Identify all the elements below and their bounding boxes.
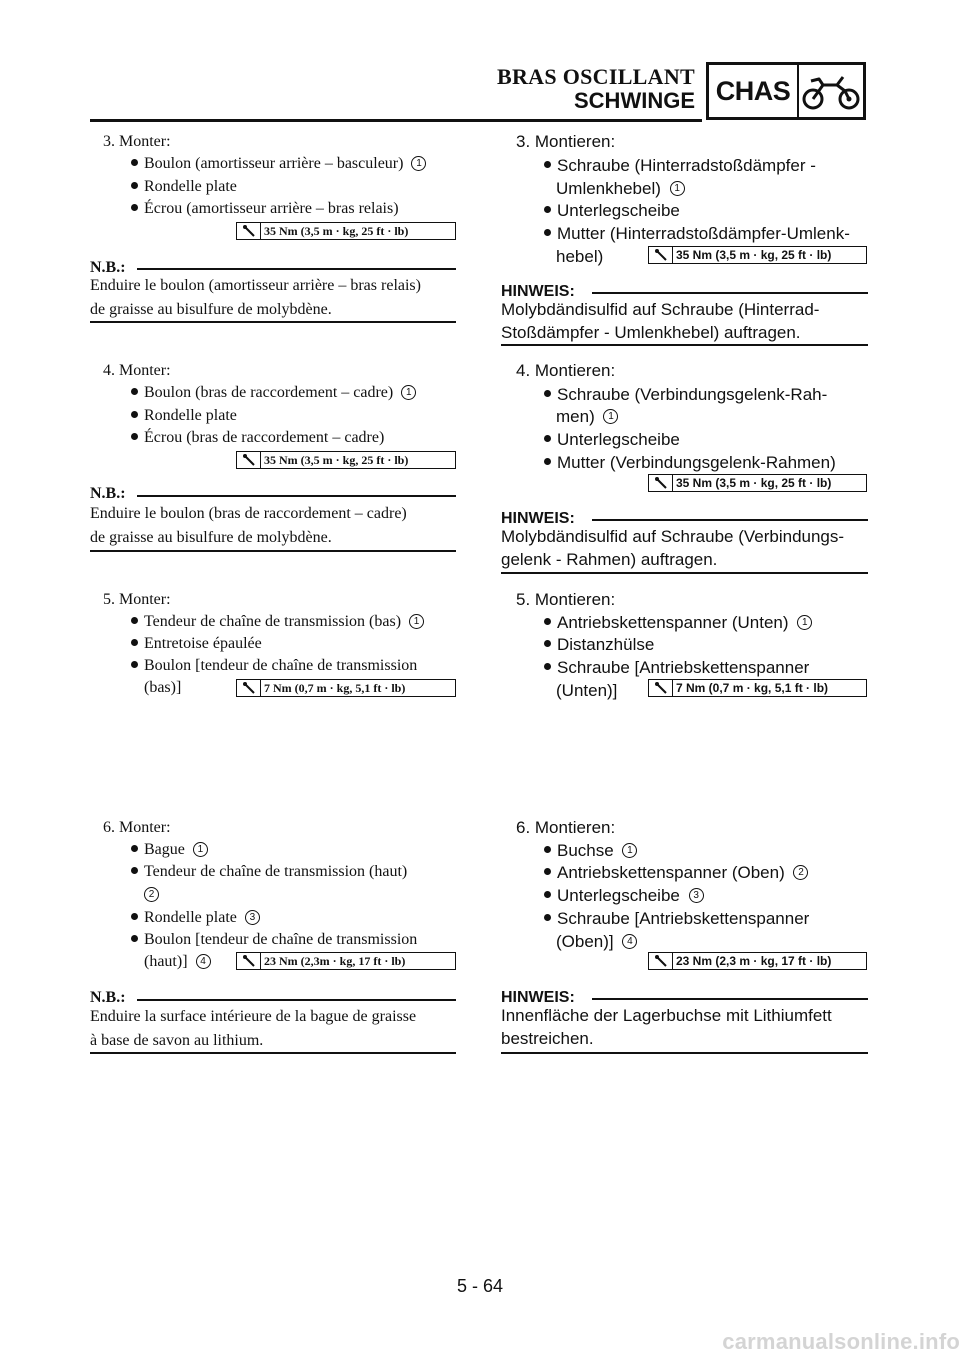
callout-number: 3 — [245, 910, 260, 925]
callout-number: 1 — [622, 843, 637, 858]
note-text: Molybdändisulfid auf Schraube (Hinterrad- Stoßdämpfer - Umlenkhebel) auftragen. — [501, 300, 820, 342]
note-end-rule — [90, 321, 456, 323]
list-item-continued: men) 1 — [556, 405, 618, 428]
note-end-rule — [90, 550, 456, 552]
wrench-icon — [649, 247, 673, 263]
bullet-icon — [544, 618, 551, 625]
list-item: Buchse 1 — [544, 839, 637, 862]
bullet-icon — [544, 663, 551, 670]
bullet-icon — [131, 935, 138, 942]
list-item: Rondelle plate — [131, 176, 237, 198]
note-rule — [137, 268, 456, 270]
note-text: Innenfläche der Lagerbuchse mit Lithiumfett bestreichen. — [501, 1006, 832, 1048]
section-label: CHAS — [709, 65, 799, 117]
wrench-icon — [237, 452, 261, 468]
note-rule — [592, 998, 868, 1000]
callout-number: 1 — [193, 842, 208, 857]
note-heading: N.B.: — [90, 485, 126, 502]
list-item: Écrou (amortisseur arrière – bras relais) — [131, 198, 399, 220]
list-item: Boulon (bras de raccordement – cadre) 1 — [131, 382, 416, 404]
bullet-icon — [544, 868, 551, 875]
note-heading: HINWEIS: — [501, 283, 575, 300]
callout-number: 3 — [689, 888, 704, 903]
list-item: Distanzhülse — [544, 633, 654, 656]
list-item: Bague 1 — [131, 839, 208, 861]
bullet-icon — [131, 411, 138, 418]
list-item: Boulon [tendeur de chaîne de transmission — [131, 929, 457, 951]
list-item: Entretoise épaulée — [131, 633, 262, 655]
step-5-heading: 5. Monter: — [103, 591, 171, 608]
callout-number: 2 — [793, 865, 808, 880]
bullet-icon — [131, 639, 138, 646]
wrench-icon — [649, 680, 673, 696]
wrench-icon — [237, 223, 261, 239]
list-item: Boulon [tendeur de chaîne de transmission — [131, 655, 457, 677]
header-rule — [90, 119, 702, 122]
bullet-icon — [544, 458, 551, 465]
step-4-heading: 4. Montieren: — [516, 361, 616, 380]
bullet-icon — [544, 846, 551, 853]
note-end-rule — [501, 1052, 868, 1054]
list-item-continued: (bas)] — [144, 679, 182, 696]
callout-number: 1 — [401, 385, 416, 400]
note-rule — [592, 519, 868, 521]
callout-number: 1 — [411, 156, 426, 171]
bullet-icon — [131, 204, 138, 211]
step-6-heading: 6. Monter: — [103, 819, 171, 836]
wrench-icon — [237, 680, 261, 696]
callout-number: 4 — [196, 954, 211, 969]
wrench-icon — [649, 475, 673, 491]
bullet-icon — [544, 891, 551, 898]
list-item-continued: (Oben)] 4 — [556, 930, 637, 953]
bullet-icon — [131, 617, 138, 624]
note-heading: HINWEIS: — [501, 989, 575, 1006]
step-5-heading: 5. Montieren: — [516, 590, 616, 609]
callout-number: 1 — [670, 181, 685, 196]
bullet-icon — [131, 433, 138, 440]
bullet-icon — [131, 867, 138, 874]
wrench-icon — [237, 953, 261, 969]
bullet-icon — [544, 435, 551, 442]
bullet-icon — [544, 229, 551, 236]
list-item: Antriebskettenspanner (Unten) 1 — [544, 611, 812, 634]
torque-spec: 35 Nm (3,5 m · kg, 25 ft · lb) — [236, 222, 456, 240]
callout-number: 1 — [409, 614, 424, 629]
list-item: Écrou (bras de raccordement – cadre) — [131, 427, 384, 449]
wrench-icon — [649, 953, 673, 969]
note-heading: N.B.: — [90, 989, 126, 1006]
bullet-icon — [131, 159, 138, 166]
section-tab — [706, 62, 866, 120]
page-number: 5 - 64 — [456, 1276, 504, 1296]
callout-number: 1 — [603, 409, 618, 424]
torque-spec: 35 Nm (3,5 m · kg, 25 ft · lb) — [648, 474, 867, 492]
list-item: Schraube [Antriebskettenspanner — [544, 656, 809, 679]
bullet-icon — [131, 661, 138, 668]
list-item-continued: Umlenkhebel) 1 — [556, 177, 685, 200]
motorcycle-icon — [801, 69, 861, 115]
bullet-icon — [131, 182, 138, 189]
note-text: Enduire la surface intérieure de la bague de graisse à base de savon au lithium. — [90, 1008, 417, 1049]
note-rule — [137, 495, 456, 497]
section-title-de: SCHWINGE — [574, 88, 695, 113]
section-title-fr: BRAS OSCILLANT — [497, 64, 695, 89]
step-3-heading: 3. Monter: — [103, 133, 171, 150]
step-3-heading: 3. Montieren: — [516, 132, 616, 151]
bullet-icon — [544, 206, 551, 213]
list-item: Mutter (Hinterradstoßdämpfer-Umlenk- — [544, 222, 868, 245]
note-text: Enduire le boulon (bras de raccordement – cadre) de graisse au bisulfure de molybdène. — [90, 505, 407, 546]
step-6-heading: 6. Montieren: — [516, 818, 616, 837]
list-item: Antriebskettenspanner (Oben) 2 — [544, 861, 808, 884]
note-rule — [592, 292, 868, 294]
list-item-continued — [140, 884, 159, 906]
torque-spec: 23 Nm (2,3 m · kg, 17 ft · lb) — [648, 952, 867, 970]
bullet-icon — [131, 388, 138, 395]
note-rule — [137, 999, 456, 1001]
torque-spec: 35 Nm (3,5 m · kg, 25 ft · lb) — [236, 451, 456, 469]
list-item: Rondelle plate 3 — [131, 907, 260, 929]
torque-spec: 7 Nm (0,7 m · kg, 5,1 ft · lb) — [236, 679, 456, 697]
list-item: Boulon (amortisseur arrière – basculeur) 1 — [131, 153, 426, 175]
bullet-icon — [544, 161, 551, 168]
list-item: Rondelle plate — [131, 405, 237, 427]
watermark: carmanualsonline.info — [722, 1329, 960, 1354]
list-item-continued: hebel) — [556, 247, 604, 266]
list-item-continued: (Unten)] — [556, 681, 618, 700]
note-heading: N.B.: — [90, 259, 126, 276]
step-4-heading: 4. Monter: — [103, 362, 171, 379]
callout-number: 1 — [797, 615, 812, 630]
list-item: Tendeur de chaîne de transmission (bas) 1 — [131, 611, 424, 633]
list-item-continued: (haut)] 4 — [144, 951, 211, 973]
torque-spec: 23 Nm (2,3m · kg, 17 ft · lb) — [236, 952, 456, 970]
torque-spec: 7 Nm (0,7 m · kg, 5,1 ft · lb) — [648, 679, 867, 697]
note-end-rule — [90, 1052, 456, 1054]
note-text: Enduire le boulon (amortisseur arrière – bras relais) de graisse au bisulfure de molybdène. — [90, 277, 421, 318]
bullet-icon — [544, 914, 551, 921]
list-item: Schraube (Hinterradstoßdämpfer - — [544, 154, 816, 177]
note-heading: HINWEIS: — [501, 510, 575, 527]
note-text: Molybdändisulfid auf Schraube (Verbindungs- gelenk - Rahmen) auftragen. — [501, 527, 845, 569]
bullet-icon — [544, 640, 551, 647]
callout-number: 4 — [622, 934, 637, 949]
callout-number: 2 — [144, 887, 159, 902]
list-item: Unterlegscheibe 3 — [544, 884, 704, 907]
torque-spec: 35 Nm (3,5 m · kg, 25 ft · lb) — [648, 246, 867, 264]
note-end-rule — [501, 572, 868, 574]
list-item: Schraube [Antriebskettenspanner — [544, 907, 809, 930]
list-item: Schraube (Verbindungsgelenk-Rah- — [544, 383, 827, 406]
note-end-rule — [501, 344, 868, 346]
bullet-icon — [131, 913, 138, 920]
list-item: Mutter (Verbindungsgelenk-Rahmen) — [544, 451, 836, 474]
bullet-icon — [544, 390, 551, 397]
bullet-icon — [131, 845, 138, 852]
list-item: Tendeur de chaîne de transmission (haut) — [131, 861, 407, 883]
list-item: Unterlegscheibe — [544, 428, 680, 451]
list-item: Unterlegscheibe — [544, 199, 680, 222]
